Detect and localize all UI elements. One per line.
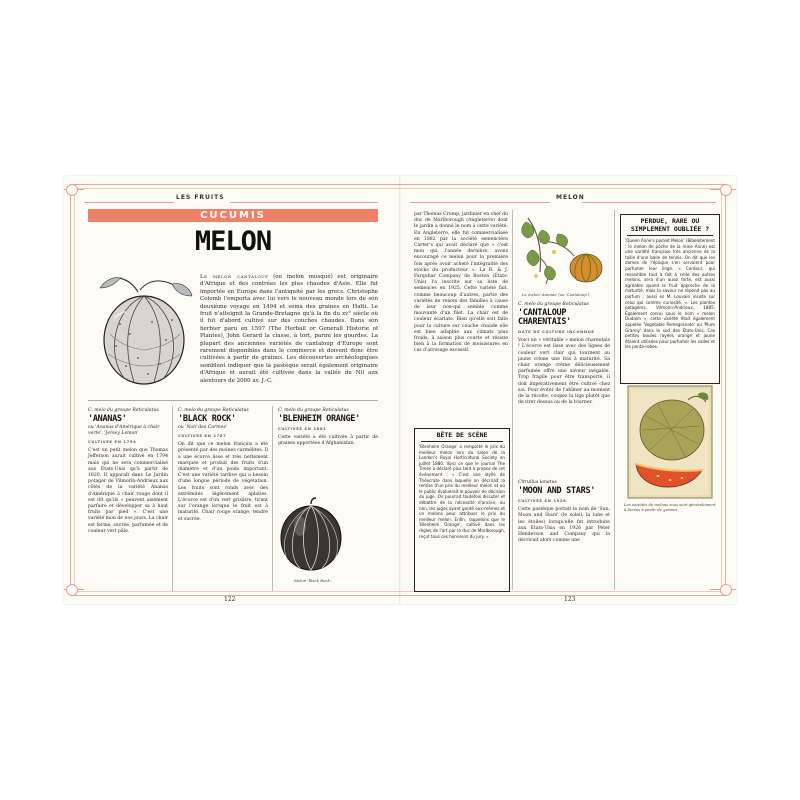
continued-paragraph: par Thomas Crump, jardinier en chef du duc de Marlborough (Angleterre) dont le jardin a donné le nom à cette variété. En Angleterre, elle fut commercialisée en 1882 par la société semencière Carter's qui avait déclaré que « c'est mon qui, l'année dernière, avons encouragé ce melon pour la première fois après avoir acheté l'intégralité des stocks du producteur ». La R. & J. Farquhar Company de Boston (États-Unis) l'a inscrite sur sa liste de semences en 1925. Cette variété fait, comme beaucoup d'autres, partie des variétés de renom des familles à cause de leur non-qui semble comme mouvante d'un filet. La chair est de couleur écarlate. Bien qu'elle soit faite pour la culture sur couche chaude elle est bien adaptée aux climats plus froids, à saison plus courte et résiste bien à la formation de moisissures en cas d'arrosage excessif.: [414, 212, 508, 354]
variety-text: Cette pastèque portait le nom de 'Sun, Moon and Stars' (le soleil, la lune et les étoiles) lorsqu'elle fut introduite aux États-Unis en 1926 par Peter Henderson and Company qui la décrivait alors comme une: [518, 507, 610, 544]
variety-text: C'est un petit melon que Thomas Jefferson aurait cultivé en 1794 mais qui ne sera commercialisé aux États-Unis qu'à partir de 1820. Il apparaît dans Le Jardin potager de Vilmorin-Andrieux aux côtés de la variété Ananas d'Amérique à chair rouge dont il est dit qu'ils « peuvent aisément parfaire et développer sa à haut fruits par pied ». C'est une variété mon de nos jours. La chair est ferme, sucrée, parfumée et de couleur vert pâle.: [88, 448, 168, 534]
black-rock-illustration: [278, 498, 344, 574]
page-title: MELON: [194, 226, 272, 257]
running-head: MELON: [556, 194, 585, 201]
intro-paragraph: [200, 274, 378, 385]
variety-cultivated: CULTIVÉE EN 1794: [88, 439, 137, 444]
intro-body: (ou melon musqué) est originaire d'Afrique et des contrées les plus chaudes d'Asie. Elle fut importée en Europe dans l'antiquité par les grecs. Christophe Colomb l'emporta avec lui vers le nouveau monde lors de son deuxième voyage en 1494 et sema des graines en Haïti. Le fruit n'atteignit la Grande-Bretagne qu'à la fin du xv° siècle où il fut d'abord cultivé sur des couches chaudes. Dans son herbier paru en 1597 (The Herball or Generall Historie of Plantes), John Gerard la classe, à tort, parmi les gourdes. La plupart des anciennes variétés de cantaloup d'Europe sont rarement disponibles dans le commerce et doivent donc être cultivées à partir de graines. Les découvertes archéologiques semblent indiquer que la pastèque serait également originaire d'Afrique et aurait été cultivée dans la vallée du Nil aux alentours de 2000 av. J.-C.: [200, 274, 378, 384]
variety-text: Cette variété a été cultivée à partir de graines apportées d'Afghanistan.: [278, 435, 378, 447]
variety-name: 'CANTALOUP CHARENTAIS': [518, 308, 571, 327]
intro-lead: Le melon cantaloup: [200, 274, 269, 280]
box-rule: [421, 441, 503, 442]
variety-ananas: [88, 408, 168, 538]
column-rule: [614, 210, 615, 590]
variety-group: C. melo du groupe Reticulatus: [88, 408, 159, 413]
page-number: 122: [224, 596, 236, 603]
variety-name: 'ANANAS': [88, 414, 127, 424]
variety-moon-and-stars: [518, 480, 610, 547]
variety-text: On dit que ce melon français a été présenté par des moines carmélites. Il a une écorce lisse et très nettement marquée et produit des fruits d'un diamètre et d'un poids important. C'est une variété tardive qui a besoin d'une longue période de végétation. Les fruits sont ronds avec des extrémités légèrement aplaties. L'écorce est d'un vert grisâtre, tirant sur l'orange lorsque le fruit est à maturité. Chair rouge orange, tendre et sucrée.: [178, 442, 268, 522]
running-head-rule: [230, 202, 378, 203]
page-number: 123: [564, 596, 576, 603]
variety-cultivated: DATE DE CULTURE INCONNUE: [518, 329, 595, 334]
section-rule: [88, 400, 378, 401]
variety-blenheim-orange: [278, 408, 378, 451]
right-page: [400, 176, 736, 604]
column-rule: [512, 210, 513, 590]
variety-cantaloup-charentais: [518, 302, 610, 409]
box-title: BÊTE DE SCÈNE: [436, 431, 488, 439]
variety-black-rock: [178, 408, 268, 526]
variety-cultivated: CULTIVÉE EN 1926: [518, 498, 567, 503]
variety-cultivated: CULTIVÉE EN 1881: [278, 426, 327, 431]
continued-text: [414, 212, 508, 358]
melon-illustration: [90, 274, 196, 386]
column-rule: [272, 406, 273, 591]
running-head-rule: [410, 202, 550, 203]
variety-group: Citrullus lanatus: [518, 480, 557, 485]
running-head-rule: [582, 202, 716, 203]
box-perdue-rare: [620, 214, 720, 384]
box-text: 'Queen Anne's pocket Melon' (Bibelotement : le melon de poche de la reine Anne) est une variété française très ancienne de la taille d'une balle de tennis. On dit que les dames de l'époque s'en servaient pour parfumer leur linge. « Cordour, qui ressemble tout à fait à celle des autres melons, sera d'un aussi forte, est aussi agréable quand le fruit approche de la maturité, mais la saveur ne répond pas au parfum ; aussi es M. Louvain insiste sur celui qui comme curiosité. ». Les plantes potagères, Vilmorin-Andrieux, 1885. Également connu sous le nom « melon Dudaim », cette variété était également appelée 'Vegetable Pomegranate' ou 'Plum Granny' dans le sud des États-Unis. Ces petites boules rayées orange et jaune étaient utilisées pour parfumer les salles et les penta-robes.: [625, 238, 715, 350]
running-head-rule: [84, 202, 174, 203]
variety-group: C. melo du groupe Reticulatus: [278, 408, 349, 413]
variety-cultivated: CULTIVÉE EN 1787: [178, 433, 227, 438]
variety-name: 'BLENHEIM ORANGE': [278, 414, 360, 424]
figure-caption: Les variétés de melons sous sont généralement à livrées à partir de graines.: [624, 502, 716, 512]
running-head: LES FRUITS: [176, 194, 225, 201]
box-bete-de-scene: [414, 428, 510, 592]
box-text: 'Blenheim Orange' a remporté le prix du meilleur melon lors du salon de la London's Royal Horticultural Society en juillet 1880. Voici ce que le journal The Times a déclaré plus tard à propos de cet événement : « C'est une idylle de Théocrate dans laquelle on décrirait la remise d'un prix du meilleur melon et où le public évaluerait le pouvoir de décision du juge. On pourrait toutefois discuter et débattre de la nécessité d'ancien, ou non, les juges ayant goûté eux-mêmes et un melons pour attribuer le prix du meilleur melon. Enfin, rappelons que le 'Blenheim Orange', cultivé dans les règles de l'art par le duc de Marlborough, reçut tous ces honneurs du jury. »: [419, 444, 505, 539]
book-spread: [64, 176, 736, 604]
variety-alias: ou 'Noir des Carmes': [178, 425, 227, 430]
variety-name: 'BLACK ROCK': [178, 414, 236, 424]
figure-caption: Le melon 'Ananas' (ou 'Cantaloup').: [522, 292, 591, 297]
variety-alias: ou 'Ananas d'Amérique à chair verte', 'Jersey Lemon': [88, 425, 160, 436]
variety-name: 'MOON AND STARS': [518, 486, 596, 496]
box-rule: [627, 235, 713, 236]
variety-group: C. melo du groupe Reticulatus: [178, 408, 249, 413]
variety-group: C. melo du groupe Reticulatus: [518, 302, 589, 307]
left-page: [64, 176, 400, 604]
genus-banner: CUCUMIS: [88, 209, 378, 222]
box-title: PERDUE, RARE OU SIMPLEMENT OUBLIÉE ?: [630, 217, 710, 233]
melon-vine-illustration: [518, 212, 610, 290]
variety-text: Voici un « véritable » melon charentais ! L'écorce est lisse avec des lignes de couleur vert clair qui tournent au jaune crème une fois à maturité. Sa chair orange crème délicieusement parfumée offre une saveur inégalée. Trop fragile pour être transporté, il doit impérativement être cultivé chez soi. Pour éviter de l'abîmer au moment de la récolte, coupez la tige plutôt que de tirer dessus ou de la tourner.: [518, 338, 610, 406]
figure-caption: Melon 'Black Rock'.: [294, 578, 333, 583]
melon-color-plate: [628, 386, 712, 498]
column-rule: [172, 406, 173, 591]
